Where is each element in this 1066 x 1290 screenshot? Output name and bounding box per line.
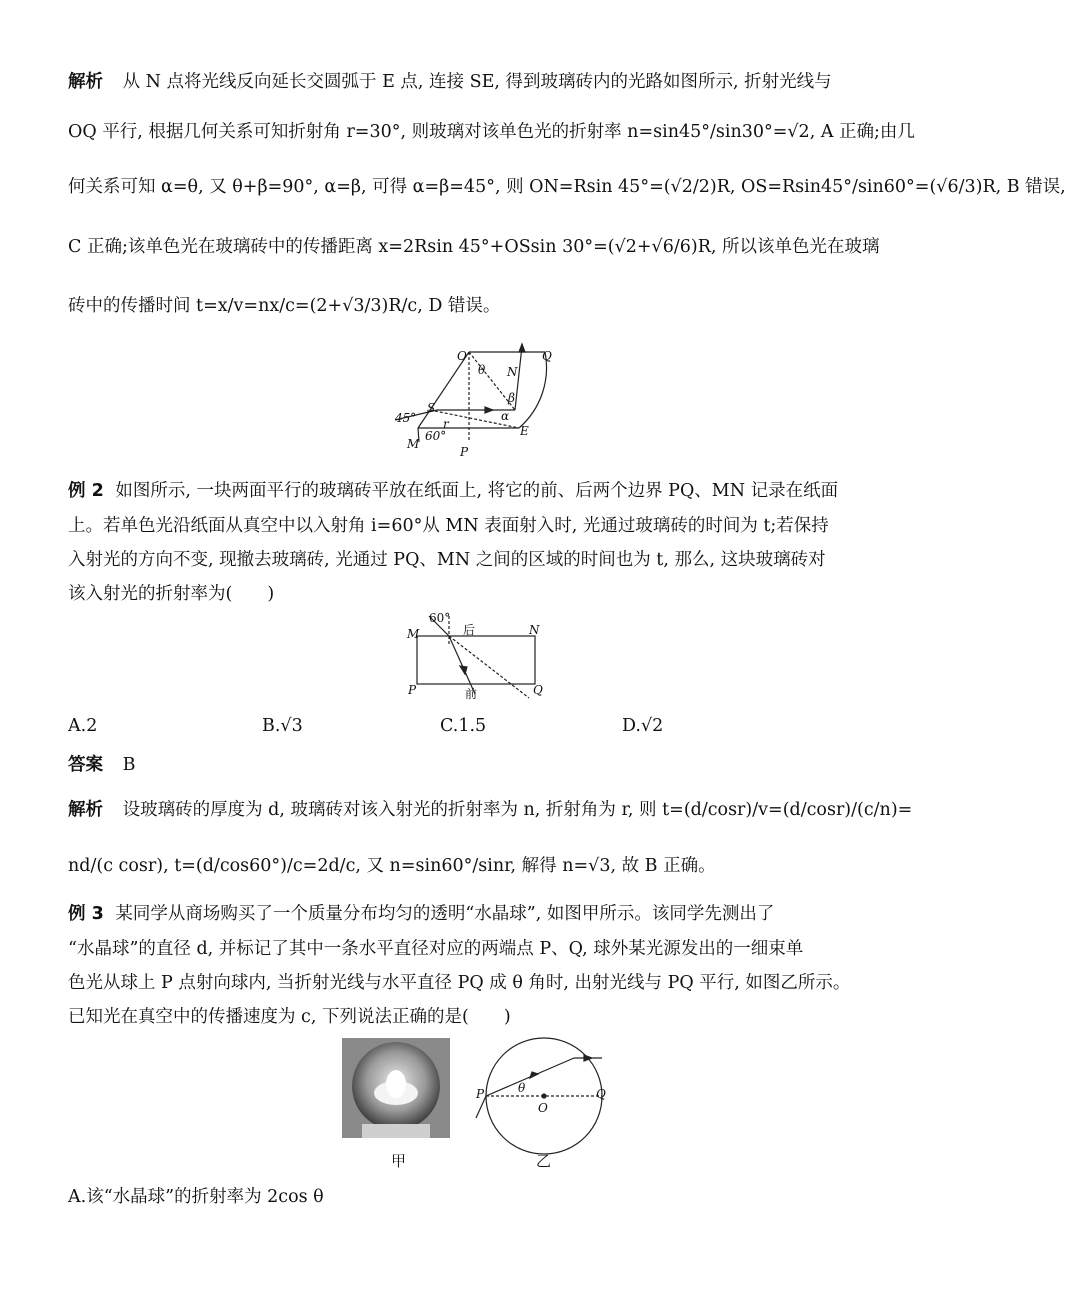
figure1-diagram [385, 340, 565, 462]
example2-line4: 该入射光的折射率为( ) [68, 584, 275, 604]
fig3-label-q: Q [596, 1087, 606, 1101]
answer-value: B [122, 755, 136, 775]
option-d: D.√2 [622, 716, 664, 736]
fig3-label-o: O [538, 1101, 548, 1115]
fig1-label-60deg: 60° [425, 429, 447, 443]
solution-label: 解析 [68, 72, 103, 92]
example-label: 例 2 [68, 481, 104, 501]
answer2 [68, 751, 135, 776]
solution2-line1: 解析 设玻璃砖的厚度为 d, 玻璃砖对该入射光的折射率为 n, 折射角为 r, 则 t=(d/cosr)/v=(d/cosr)/(c/n)= [68, 800, 913, 820]
fig1-label-n: N [507, 365, 518, 379]
fig2-label-m: M [407, 627, 420, 641]
fig2-label-p: P [408, 683, 417, 697]
fig1-label-p: P [460, 445, 469, 459]
figure2-diagram [403, 606, 553, 706]
fig2-label-q: Q [533, 683, 543, 697]
fig3-label-theta: θ [518, 1081, 526, 1095]
solution1-line5: 砖中的传播时间 t=x/v=nx/c=(2+√3/3)R/c, D 错误。 [68, 296, 501, 316]
example3-line1: 例 3 某同学从商场购买了一个质量分布均匀的透明“水晶球”, 如图甲所示。该同学先测出了 [68, 904, 775, 924]
fig1-label-q: Q [542, 349, 552, 363]
solution1-line4: C 正确;该单色光在玻璃砖中的传播距离 x=2Rsin 45°+OSsin 30°=(√2+√6/6)R, 所以该单色光在玻璃 [68, 237, 880, 257]
solution1-line2: OQ 平行, 根据几何关系可知折射角 r=30°, 则玻璃对该单色光的折射率 n=sin45°/sin30°=√2, A 正确;由几 [68, 122, 915, 142]
fig1-label-e: E [520, 424, 529, 438]
option-a: A.2 [68, 716, 98, 736]
fig1-label-o: O [457, 349, 467, 363]
option-c: C.1.5 [440, 716, 487, 736]
figure3-diagram [472, 1046, 612, 1146]
fig2-label-front: 前 [465, 687, 478, 701]
crystal-ball-photo [342, 1038, 450, 1138]
option-b: B.√3 [262, 716, 303, 736]
example2-line2: 上。若单色光沿纸面从真空中以入射角 i=60°从 MN 表面射入时, 光通过玻璃砖的时间为 t;若保持 [68, 516, 829, 536]
fig1-label-m: M [407, 437, 420, 451]
example-label: 例 3 [68, 904, 104, 924]
fig1-label-beta: β [508, 391, 515, 405]
solution-label: 解析 [68, 800, 103, 820]
fig2-label-n: N [529, 623, 540, 637]
fig2-label-back: 后 [463, 623, 476, 637]
fig1-label-theta: θ [478, 363, 486, 377]
example3-option-a: A.该“水晶球”的折射率为 2cos θ [68, 1187, 324, 1207]
fig2-label-60deg: 60° [429, 611, 451, 625]
caption-a: 甲 [391, 1152, 407, 1170]
example3-line4: 已知光在真空中的传播速度为 c, 下列说法正确的是( ) [68, 1007, 511, 1027]
fig1-label-s: S [427, 401, 436, 415]
fig3-label-p: P [476, 1087, 485, 1101]
example2-line3: 入射光的方向不变, 现撤去玻璃砖, 光通过 PQ、MN 之间的区域的时间也为 t, 那么, 这块玻璃砖对 [68, 550, 826, 570]
fig1-label-r: r [443, 417, 449, 431]
solution1-line1: 解析 从 N 点将光线反向延长交圆弧于 E 点, 连接 SE, 得到玻璃砖内的光路如图所示, 折射光线与 [68, 72, 832, 92]
fig1-label-45deg: 45° [395, 411, 417, 425]
answer-label: 答案 [68, 755, 103, 775]
example3-line3: 色光从球上 P 点射向球内, 当折射光线与水平直径 PQ 成 θ 角时, 出射光线与 PQ 平行, 如图乙所示。 [68, 973, 851, 993]
solution2-line2: nd/(c cosr), t=(d/cos60°)/c=2d/c, 又 n=sin60°/sinr, 解得 n=√3, 故 B 正确。 [68, 856, 716, 876]
solution1-line3: 何关系可知 α=θ, 又 θ+β=90°, α=β, 可得 α=β=45°, 则 ON=Rsin 45°=(√2/2)R, OS=Rsin45°/sin60°=(√6/3)R, B 错误, [68, 177, 1066, 197]
caption-b: 乙 [536, 1152, 552, 1170]
fig1-label-alpha: α [501, 409, 510, 423]
example2-line1: 例 2 如图所示, 一块两面平行的玻璃砖平放在纸面上, 将它的前、后两个边界 PQ、MN 记录在纸面 [68, 481, 839, 501]
example3-line2: “水晶球”的直径 d, 并标记了其中一条水平直径对应的两端点 P、Q, 球外某光源发出的一细束单 [68, 939, 804, 959]
